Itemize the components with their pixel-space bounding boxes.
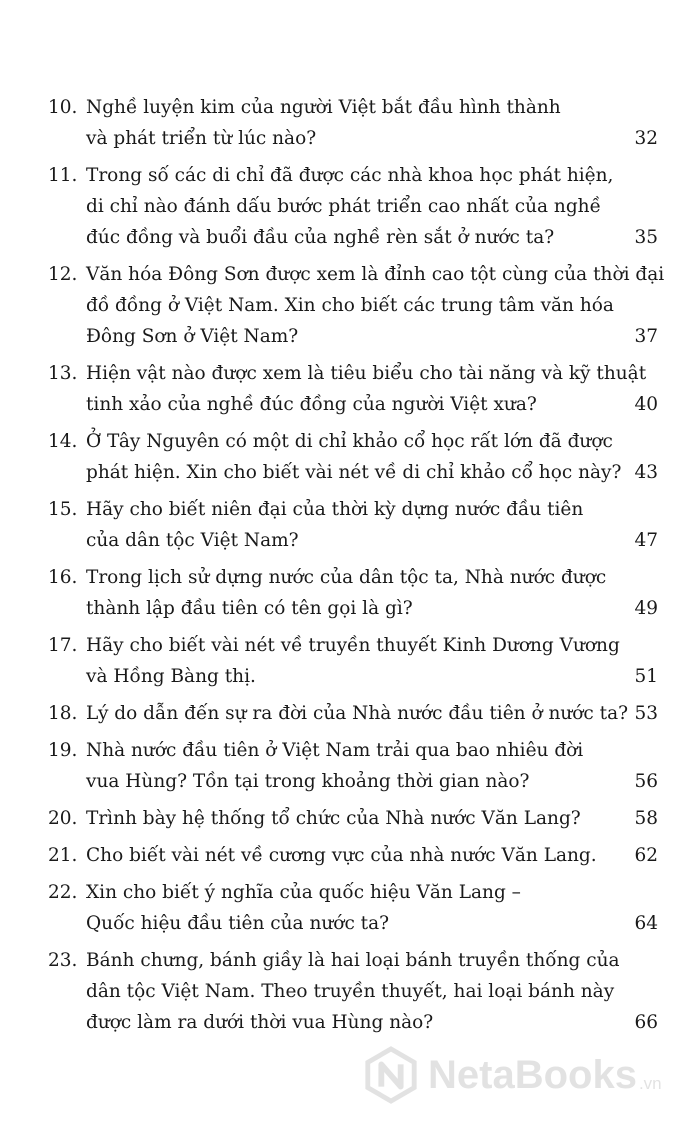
- toc-entry-title: [86, 562, 658, 624]
- toc-entry-title-line: dân tộc Việt Nam. Theo truyền thuyết, hai loại bánh này: [86, 981, 615, 1002]
- toc-entry: [48, 562, 658, 624]
- toc-entry-page-number: 35: [634, 227, 658, 248]
- toc-entry: [48, 735, 658, 797]
- toc-entry-page-number: 40: [634, 394, 658, 415]
- toc-entry-title-line: Trong lịch sử dựng nước của dân tộc ta, Nhà nước được: [86, 567, 607, 588]
- toc-entry-number: 21.: [48, 845, 78, 866]
- toc-entry-page-number: 66: [634, 1012, 658, 1033]
- toc-entry-number: 13.: [48, 363, 78, 384]
- toc-entry-title-line: phát hiện. Xin cho biết vài nét về di chỉ khảo cổ học này?: [86, 462, 622, 483]
- toc-entry-title: [86, 803, 658, 834]
- toc-entry-number: 11.: [48, 165, 78, 186]
- toc-entry-number: 20.: [48, 808, 78, 829]
- toc-entry-title-line: Văn hóa Đông Sơn được xem là đỉnh cao tột cùng của thời đại: [86, 264, 665, 285]
- toc-entry-title: [86, 494, 658, 556]
- toc-entry-title-line: Cho biết vài nét về cương vực của nhà nước Văn Lang.: [86, 845, 597, 866]
- toc-entry-title: [86, 92, 658, 154]
- toc-entry-title-line: đúc đồng và buổi đầu của nghề rèn sắt ở nước ta?: [86, 227, 555, 248]
- toc-entry-page-number: 56: [634, 771, 658, 792]
- watermark: [362, 1040, 662, 1110]
- toc-entry-number: 16.: [48, 567, 78, 588]
- toc-entry-title-line: đồ đồng ở Việt Nam. Xin cho biết các trung tâm văn hóa: [86, 295, 614, 316]
- toc-entry: [48, 494, 658, 556]
- toc-entry-title-line: Đông Sơn ở Việt Nam?: [86, 326, 299, 347]
- toc-entry-title-line: vua Hùng? Tồn tại trong khoảng thời gian nào?: [86, 771, 530, 792]
- toc-entry-title-line: Nghề luyện kim của người Việt bắt đầu hình thành: [86, 97, 561, 118]
- toc-entry-title: [86, 358, 690, 420]
- toc-entry-title-line: Hãy cho biết vài nét về truyền thuyết Kinh Dương Vương: [86, 635, 620, 656]
- toc-entry-title-line: được làm ra dưới thời vua Hùng nào?: [86, 1012, 434, 1033]
- toc-entry-title-line: Ở Tây Nguyên có một di chỉ khảo cổ học rất lớn đã được: [86, 431, 613, 452]
- toc-entry-title-line: Xin cho biết ý nghĩa của quốc hiệu Văn Lang –: [86, 882, 521, 903]
- toc-entry-page-number: 47: [634, 530, 658, 551]
- toc-entry-title-line: Lý do dẫn đến sự ra đời của Nhà nước đầu tiên ở nước ta?: [86, 703, 629, 724]
- toc-entry-title: [86, 259, 700, 352]
- toc-entry-title-line: của dân tộc Việt Nam?: [86, 530, 299, 551]
- toc-entry-title-line: tinh xảo của nghề đúc đồng của người Việt xưa?: [86, 394, 537, 415]
- toc-entry-page-number: 43: [634, 462, 658, 483]
- toc-entry-number: 22.: [48, 882, 78, 903]
- toc-entry-page-number: 49: [634, 598, 658, 619]
- toc-entry-title: [86, 630, 664, 692]
- toc-entry: [48, 259, 665, 352]
- toc-entry-title: [86, 698, 672, 729]
- toc-entry-title: [86, 735, 658, 797]
- toc-entry-title: [86, 160, 658, 253]
- toc-entry-page-number: 32: [634, 128, 658, 149]
- toc-entry: [48, 698, 658, 729]
- toc-entry-title-line: Hãy cho biết niên đại của thời kỳ dựng nước đầu tiên: [86, 499, 584, 520]
- toc-entry-number: 19.: [48, 740, 78, 761]
- toc-entry-title-line: Nhà nước đầu tiên ở Việt Nam trải qua bao nhiêu đời: [86, 740, 584, 761]
- toc-entry-title-line: Quốc hiệu đầu tiên của nước ta?: [86, 913, 390, 934]
- toc-entry-page-number: 51: [634, 666, 658, 687]
- toc-entry-number: 23.: [48, 950, 78, 971]
- toc-entry-title-line: Hiện vật nào được xem là tiêu biểu cho tài năng và kỹ thuật: [86, 363, 647, 384]
- toc-entry-title: [86, 945, 664, 1038]
- toc-entry-number: 18.: [48, 703, 78, 724]
- toc-entry-title: [86, 426, 665, 488]
- toc-entry-number: 12.: [48, 264, 78, 285]
- toc-entry: [48, 840, 658, 871]
- toc-entry: [48, 945, 658, 1038]
- netabooks-logo-icon: [362, 1046, 420, 1104]
- toc-entry-title-line: và phát triển từ lúc nào?: [86, 128, 317, 149]
- toc-entry-title-line: và Hồng Bàng thị.: [86, 666, 256, 687]
- toc-entry: [48, 160, 658, 253]
- toc-entry-page-number: 53: [634, 703, 658, 724]
- table-of-contents: [48, 92, 665, 1044]
- toc-entry-title-line: thành lập đầu tiên có tên gọi là gì?: [86, 598, 413, 619]
- toc-entry: [48, 877, 658, 939]
- toc-entry-title-line: Bánh chưng, bánh giầy là hai loại bánh truyền thống của: [86, 950, 620, 971]
- toc-entry-number: 15.: [48, 499, 78, 520]
- toc-entry-page-number: 37: [634, 326, 658, 347]
- toc-entry-number: 10.: [48, 97, 78, 118]
- toc-entry-title-line: di chỉ nào đánh dấu bước phát triển cao nhất của nghề: [86, 196, 601, 217]
- toc-entry: [48, 358, 658, 420]
- toc-entry-title-line: Trình bày hệ thống tổ chức của Nhà nước Văn Lang?: [86, 808, 581, 829]
- toc-entry-page-number: 64: [634, 913, 658, 934]
- toc-entry-page-number: 62: [634, 845, 658, 866]
- toc-entry-title: [86, 877, 658, 939]
- toc-entry-number: 17.: [48, 635, 78, 656]
- toc-entry: [48, 426, 658, 488]
- toc-entry-title: [86, 840, 658, 871]
- watermark-text: NetaBooks: [428, 1052, 637, 1097]
- toc-entry-number: 14.: [48, 431, 78, 452]
- watermark-tld: .vn: [638, 1074, 662, 1093]
- toc-entry: [48, 630, 658, 692]
- toc-entry-title-line: Trong số các di chỉ đã được các nhà khoa học phát hiện,: [86, 165, 614, 186]
- toc-entry: [48, 803, 658, 834]
- toc-entry: [48, 92, 658, 154]
- toc-entry-page-number: 58: [634, 808, 658, 829]
